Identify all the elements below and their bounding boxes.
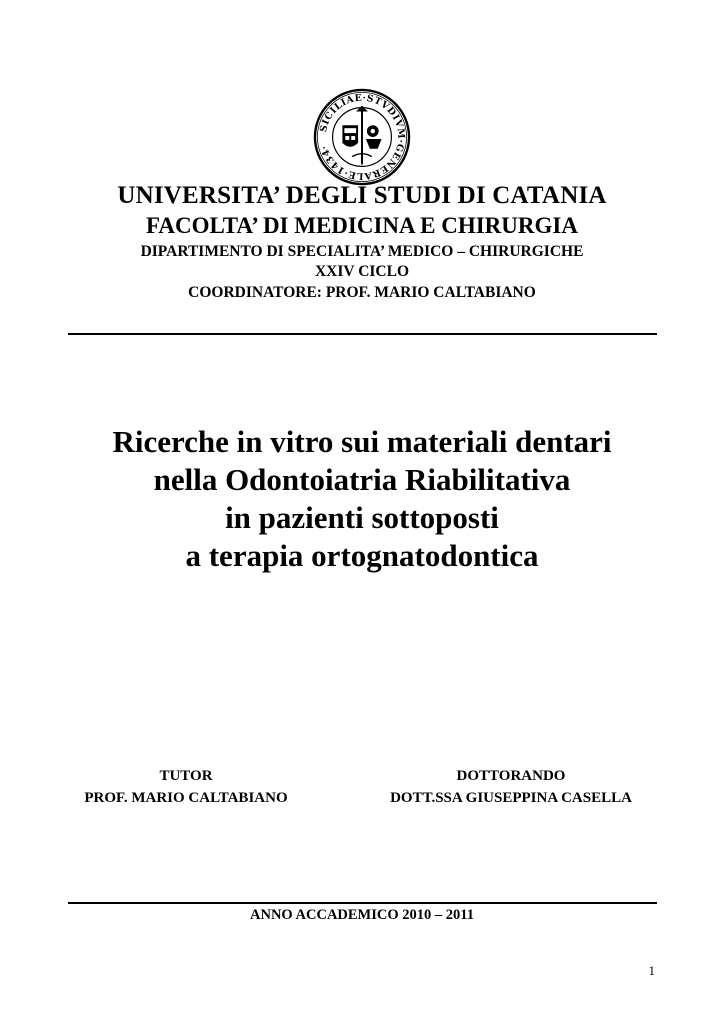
page-number: 1 (648, 963, 655, 978)
thesis-title (0, 423, 724, 575)
title-line-1: Ricerche in vitro sui materiali dentari (112, 424, 612, 459)
department-name: DIPARTIMENTO DI SPECIALITA’ MEDICO – CHIRURGICHE (140, 243, 584, 260)
tutor-block (66, 765, 306, 809)
title-line-2: nella Odontoiatria Riabilitativa (153, 462, 571, 497)
bottom-divider (68, 902, 657, 904)
svg-text:SICILIAE·STVDIVM·GENERALE·1434: SICILIAE·STVDIVM·GENERALE·1434· (318, 92, 407, 182)
title-line-4: a terapia ortognatodontica (185, 538, 539, 573)
candidate-block (366, 765, 656, 809)
faculty-name: FACOLTA’ DI MEDICINA E CHIRURGIA (146, 213, 578, 238)
academic-year: ANNO ACCADEMICO 2010 – 2011 (250, 907, 474, 923)
doctoral-cycle: XXIV CICLO (314, 263, 410, 280)
title-line-3: in pazienti sottoposti (225, 500, 499, 535)
tutor-name: PROF. MARIO CALTABIANO (84, 790, 288, 806)
candidate-name: DOTT.SSA GIUSEPPINA CASELLA (390, 790, 632, 806)
coordinator: COORDINATORE: PROF. MARIO CALTABIANO (188, 284, 536, 301)
top-divider (68, 333, 657, 335)
institution-header (0, 180, 724, 304)
university-seal-logo (313, 88, 411, 186)
tutor-label: TUTOR (159, 768, 213, 784)
university-name: UNIVERSITA’ DEGLI STUDI DI CATANIA (117, 182, 607, 209)
candidate-label: DOTTORANDO (456, 768, 566, 784)
